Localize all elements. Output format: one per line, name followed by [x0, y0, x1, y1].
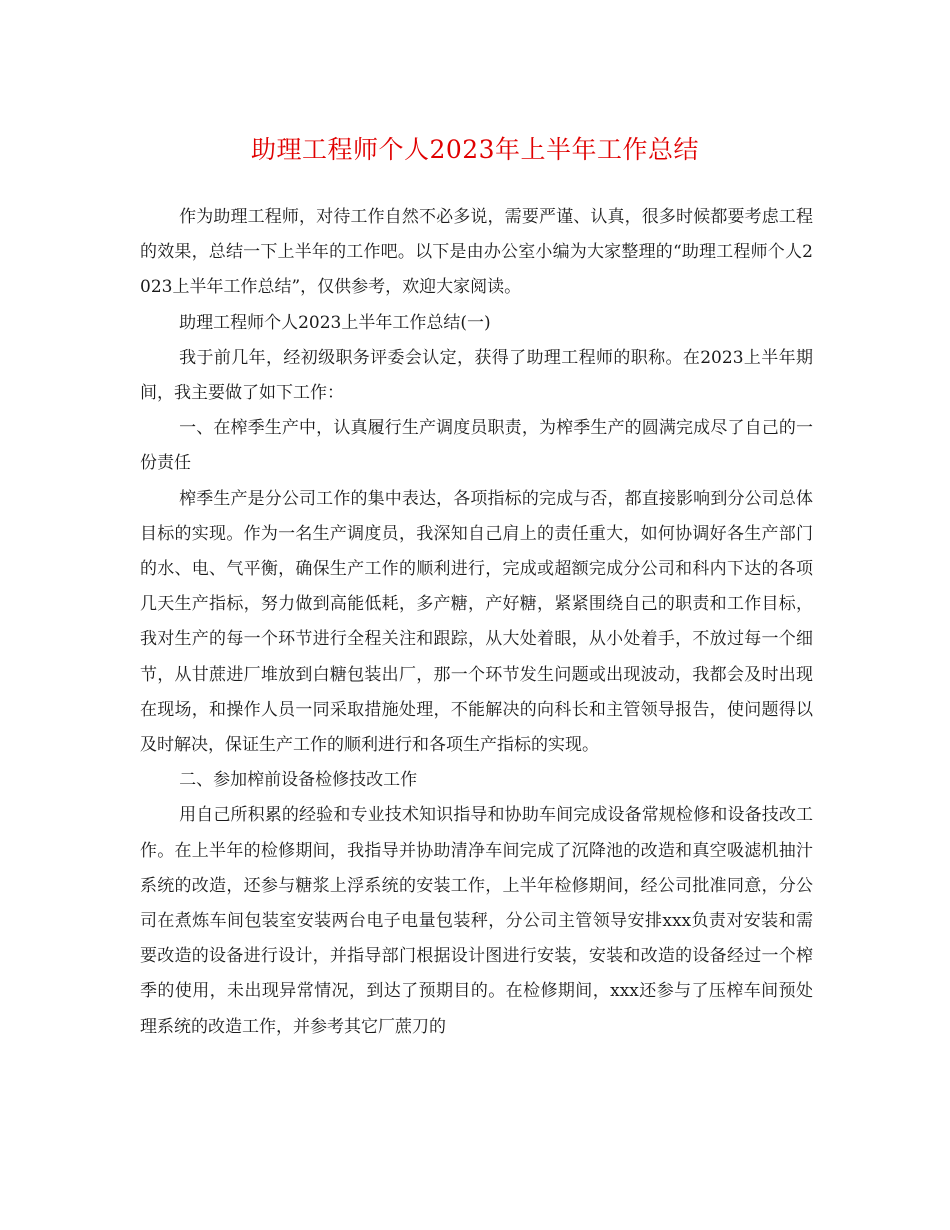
paragraph-item-two-heading: 二、参加榨前设备检修技改工作 — [179, 770, 418, 791]
paragraph-intro: 作为助理工程师，对待工作自然不必多说，需要严谨、认真，很多时候都要考虑工程的效果，总结一下上半年的工作吧。以下是由办公室小编为大家整理的“助理工程师个人2023上半年工作总结”，仅供参考，欢迎大家阅读。 — [140, 207, 813, 298]
document-body — [140, 200, 813, 1045]
paragraph-item-one-body: 榨季生产是分公司工作的集中表达，各项指标的完成与否，都直接影响到分公司总体目标的实现。作为一名生产调度员，我深知自己肩上的责任重大，如何协调好各生产部门的水、电、气平衡，确保生产工作的顺利进行，完成或超额完成分公司和科内下达的各项几天生产指标，努力做到高能低耗，多产糖，产好糖，紧紧围绕自己的职责和工作目标，我对生产的每一个环节进行全程关注和跟踪，从大处着眼，从小处着手，不放过每一个细节，从甘蔗进厂堆放到白糖包装出厂，那一个环节发生问题或出现波动，我都会及时出现在现场，和操作人员一同采取措施处理，不能解决的向科长和主管领导报告，使问题得以及时解决，保证生产工作的顺利进行和各项生产指标的实现。 — [140, 488, 813, 756]
paragraph-item-two-body: 用自己所积累的经验和专业技术知识指导和协助车间完成设备常规检修和设备技改工作。在上半年的检修期间，我指导并协助清净车间完成了沉降池的改造和真空吸滤机抽汁系统的改造，还参与糖浆上浮系统的安装工作，上半年检修期间，经公司批准同意，分公司在煮炼车间包装室安装两台电子电量包装秤，分公司主管领导安排xxx负责对安装和需要改造的设备进行设计，并指导部门根据设计图进行安装，安装和改造的设备经过一个榨季的使用，未出现异常情况，到达了预期目的。在检修期间，xxx还参与了压榨车间预处理系统的改造工作，并参考其它厂蔗刀的 — [140, 805, 813, 1037]
paragraph-item-one-heading: 一、在榨季生产中，认真履行生产调度员职责，为榨季生产的圆满完成尽了自己的一份责任 — [140, 418, 813, 474]
document-title: 助理工程师个人2023年上半年工作总结 — [250, 135, 700, 164]
paragraph-section-heading: 助理工程师个人2023上半年工作总结(一) — [179, 312, 491, 333]
paragraph-background: 我于前几年，经初级职务评委会认定，获得了助理工程师的职称。在2023上半年期间，我主要做了如下工作： — [140, 347, 813, 404]
